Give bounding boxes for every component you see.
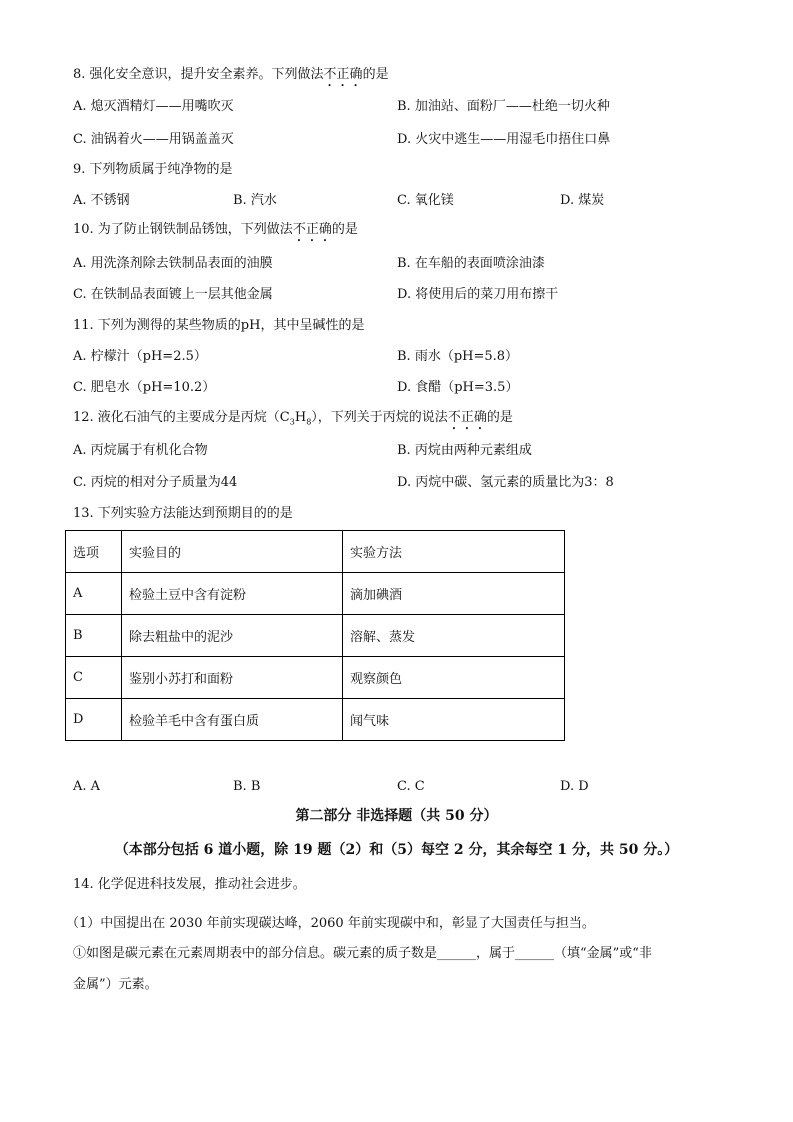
table-row [66, 573, 565, 615]
option: D. D [560, 779, 589, 794]
option: A. 柠檬汁（pH=2.5） [73, 349, 207, 364]
table-cell: 闻气味 [343, 699, 565, 741]
question-14-part-1: （1）中国提出在 2030 年前实现碳达峰，2060 年前实现碳中和，彰显了大国责任与担当。 [66, 916, 595, 931]
option: A. A [73, 779, 101, 794]
question-14-sub-1: ①如图是碳元素在元素周期表中的部分信息。碳元素的质子数是______，属于______（填“金属”或“非 [73, 946, 652, 961]
table-cell: 除去粗盐中的泥沙 [122, 615, 343, 657]
option: B. 加油站、面粉厂——杜绝一切火种 [397, 99, 610, 114]
option: D. 将使用后的菜刀用布擦干 [397, 287, 559, 302]
option: C. 在铁制品表面镀上一层其他金属 [73, 287, 273, 302]
option: A. 熄灭酒精灯——用嘴吹灭 [73, 99, 234, 114]
option: B. B [233, 779, 261, 794]
option: D. 丙烷中碳、氢元素的质量比为3：8 [397, 475, 614, 490]
table-cell: 检验羊毛中含有蛋白质 [122, 699, 343, 741]
table-cell: 选项 [66, 531, 122, 573]
question-11: 11. 下列为测得的某些物质的pH，其中呈碱性的是 [73, 318, 365, 333]
table-cell: 溶解、蒸发 [343, 615, 565, 657]
option: C. C [397, 779, 425, 794]
option: C. 肥皂水（pH=10.2） [73, 380, 216, 395]
option: C. 丙烷的相对分子质量为44 [73, 475, 238, 490]
table-cell: 鉴别小苏打和面粉 [122, 657, 343, 699]
table-cell: 检验土豆中含有淀粉 [122, 573, 343, 615]
table-cell: A [66, 573, 122, 615]
table-row [66, 615, 565, 657]
table-cell: D [66, 699, 122, 741]
option: D. 食醋（pH=3.5） [397, 380, 519, 395]
option: B. 雨水（pH=5.8） [397, 349, 519, 364]
question-14: 14. 化学促进科技发展，推动社会进步。 [73, 877, 306, 892]
table-header-row [66, 531, 565, 573]
option: D. 火灾中逃生——用湿毛巾捂住口鼻 [397, 132, 611, 147]
option: B. 丙烷由两种元素组成 [397, 443, 532, 458]
table-cell: 实验方法 [343, 531, 565, 573]
table-cell: 实验目的 [122, 531, 343, 573]
table-cell: 滴加碘酒 [343, 573, 565, 615]
option: D. 煤炭 [560, 193, 605, 208]
question-13: 13. 下列实验方法能达到预期目的的是 [73, 506, 293, 521]
question-10: 10. 为了防止钢铁制品锈蚀，下列做法不正确的是 [73, 222, 358, 237]
option: A. 不锈钢 [73, 193, 130, 208]
table-cell: B [66, 615, 122, 657]
table-row [66, 699, 565, 741]
option: B. 在车船的表面喷涂油漆 [397, 256, 545, 271]
experiment-table [65, 530, 565, 741]
question-12: 12. 液化石油气的主要成分是丙烷$(C_3H_8)$，下列关于丙烷的说法不正确的是 [73, 410, 513, 427]
table-cell: C [66, 657, 122, 699]
option: B. 汽水 [233, 193, 277, 208]
option: C. 油锅着火——用锅盖盖灭 [73, 132, 234, 147]
section-note: （本部分包括 6 道小题，除 19 题（2）和（5）每空 2 分，其余每空 1 分，共 50 分。） [114, 842, 679, 858]
question-14-sub-1-cont: 金属”）元素。 [73, 977, 158, 992]
option: A. 用洗涤剂除去铁制品表面的油膜 [73, 256, 273, 271]
section-title: 第二部分 非选择题（共 50 分） [295, 808, 498, 824]
table-cell: 观察颜色 [343, 657, 565, 699]
option: C. 氧化镁 [397, 193, 454, 208]
table-row [66, 657, 565, 699]
option: A. 丙烷属于有机化合物 [73, 443, 208, 458]
question-8: 8. 强化安全意识，提升安全素养。下列做法不正确的是 [73, 67, 389, 82]
question-9: 9. 下列物质属于纯净物的是 [73, 162, 233, 177]
